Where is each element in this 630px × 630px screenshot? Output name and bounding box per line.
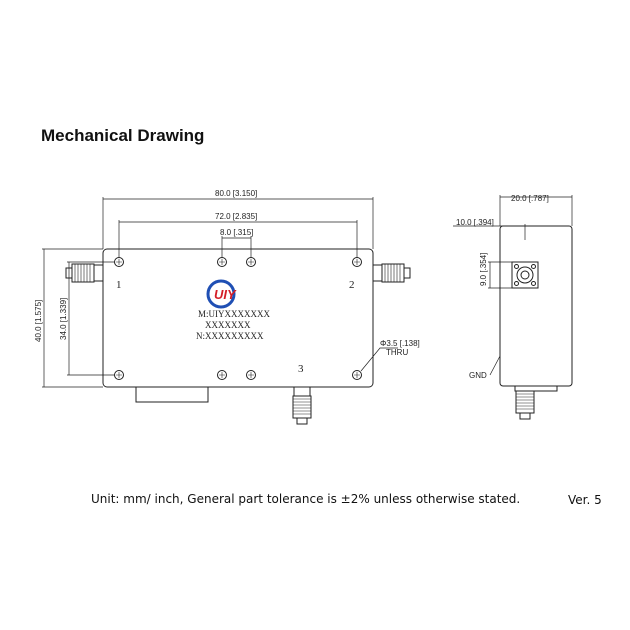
connector-port-1 <box>66 264 103 282</box>
dim-overall-width: 80.0 [3.150] <box>215 189 258 198</box>
side-view-foot <box>515 386 557 391</box>
bottom-tab <box>136 387 208 402</box>
dim-thru: THRU <box>386 348 409 357</box>
version-label: Ver. 5 <box>568 493 602 507</box>
label-line2: XXXXXXX <box>205 320 251 330</box>
side-view-body <box>500 226 572 386</box>
dim-overall-height: 40.0 [1.575] <box>34 299 43 342</box>
side-connector-flange <box>512 262 538 288</box>
logo-text: UIY <box>214 287 236 302</box>
dim-side-conn: 9.0 [.354] <box>479 252 488 286</box>
gnd-label: GND <box>469 371 487 380</box>
dim-hole-span: 72.0 [2.835] <box>215 212 258 221</box>
port-3-label: 3 <box>298 363 304 375</box>
dim-hole-height: 34.0 [1.339] <box>59 297 68 340</box>
dim-line-overall-width <box>103 197 373 249</box>
port-2-label: 2 <box>349 279 355 291</box>
connector-port-3 <box>293 387 311 424</box>
label-serial: N:XXXXXXXXX <box>196 331 264 341</box>
dim-line-hole-pitch <box>222 236 251 258</box>
dim-side-offset: 10.0 [.394] <box>456 218 494 227</box>
dim-line-hole-height <box>67 262 115 375</box>
label-model: M:UIYXXXXXXX <box>198 309 270 319</box>
dim-line-hole-span <box>119 220 357 258</box>
port-1-label: 1 <box>116 279 122 291</box>
dim-hole-pitch: 8.0 [.315] <box>220 228 254 237</box>
brand-logo <box>208 281 237 307</box>
dim-hole-dia: Φ3.5 [.138] <box>380 339 420 348</box>
page-title: Mechanical Drawing <box>41 126 205 145</box>
tolerance-note: Unit: mm/ inch, General part tolerance is ±2% unless otherwise stated. <box>91 492 521 506</box>
connector-port-2 <box>373 264 410 282</box>
side-connector-bottom <box>516 391 534 419</box>
dim-side-width: 20.0 [.787] <box>511 194 549 203</box>
